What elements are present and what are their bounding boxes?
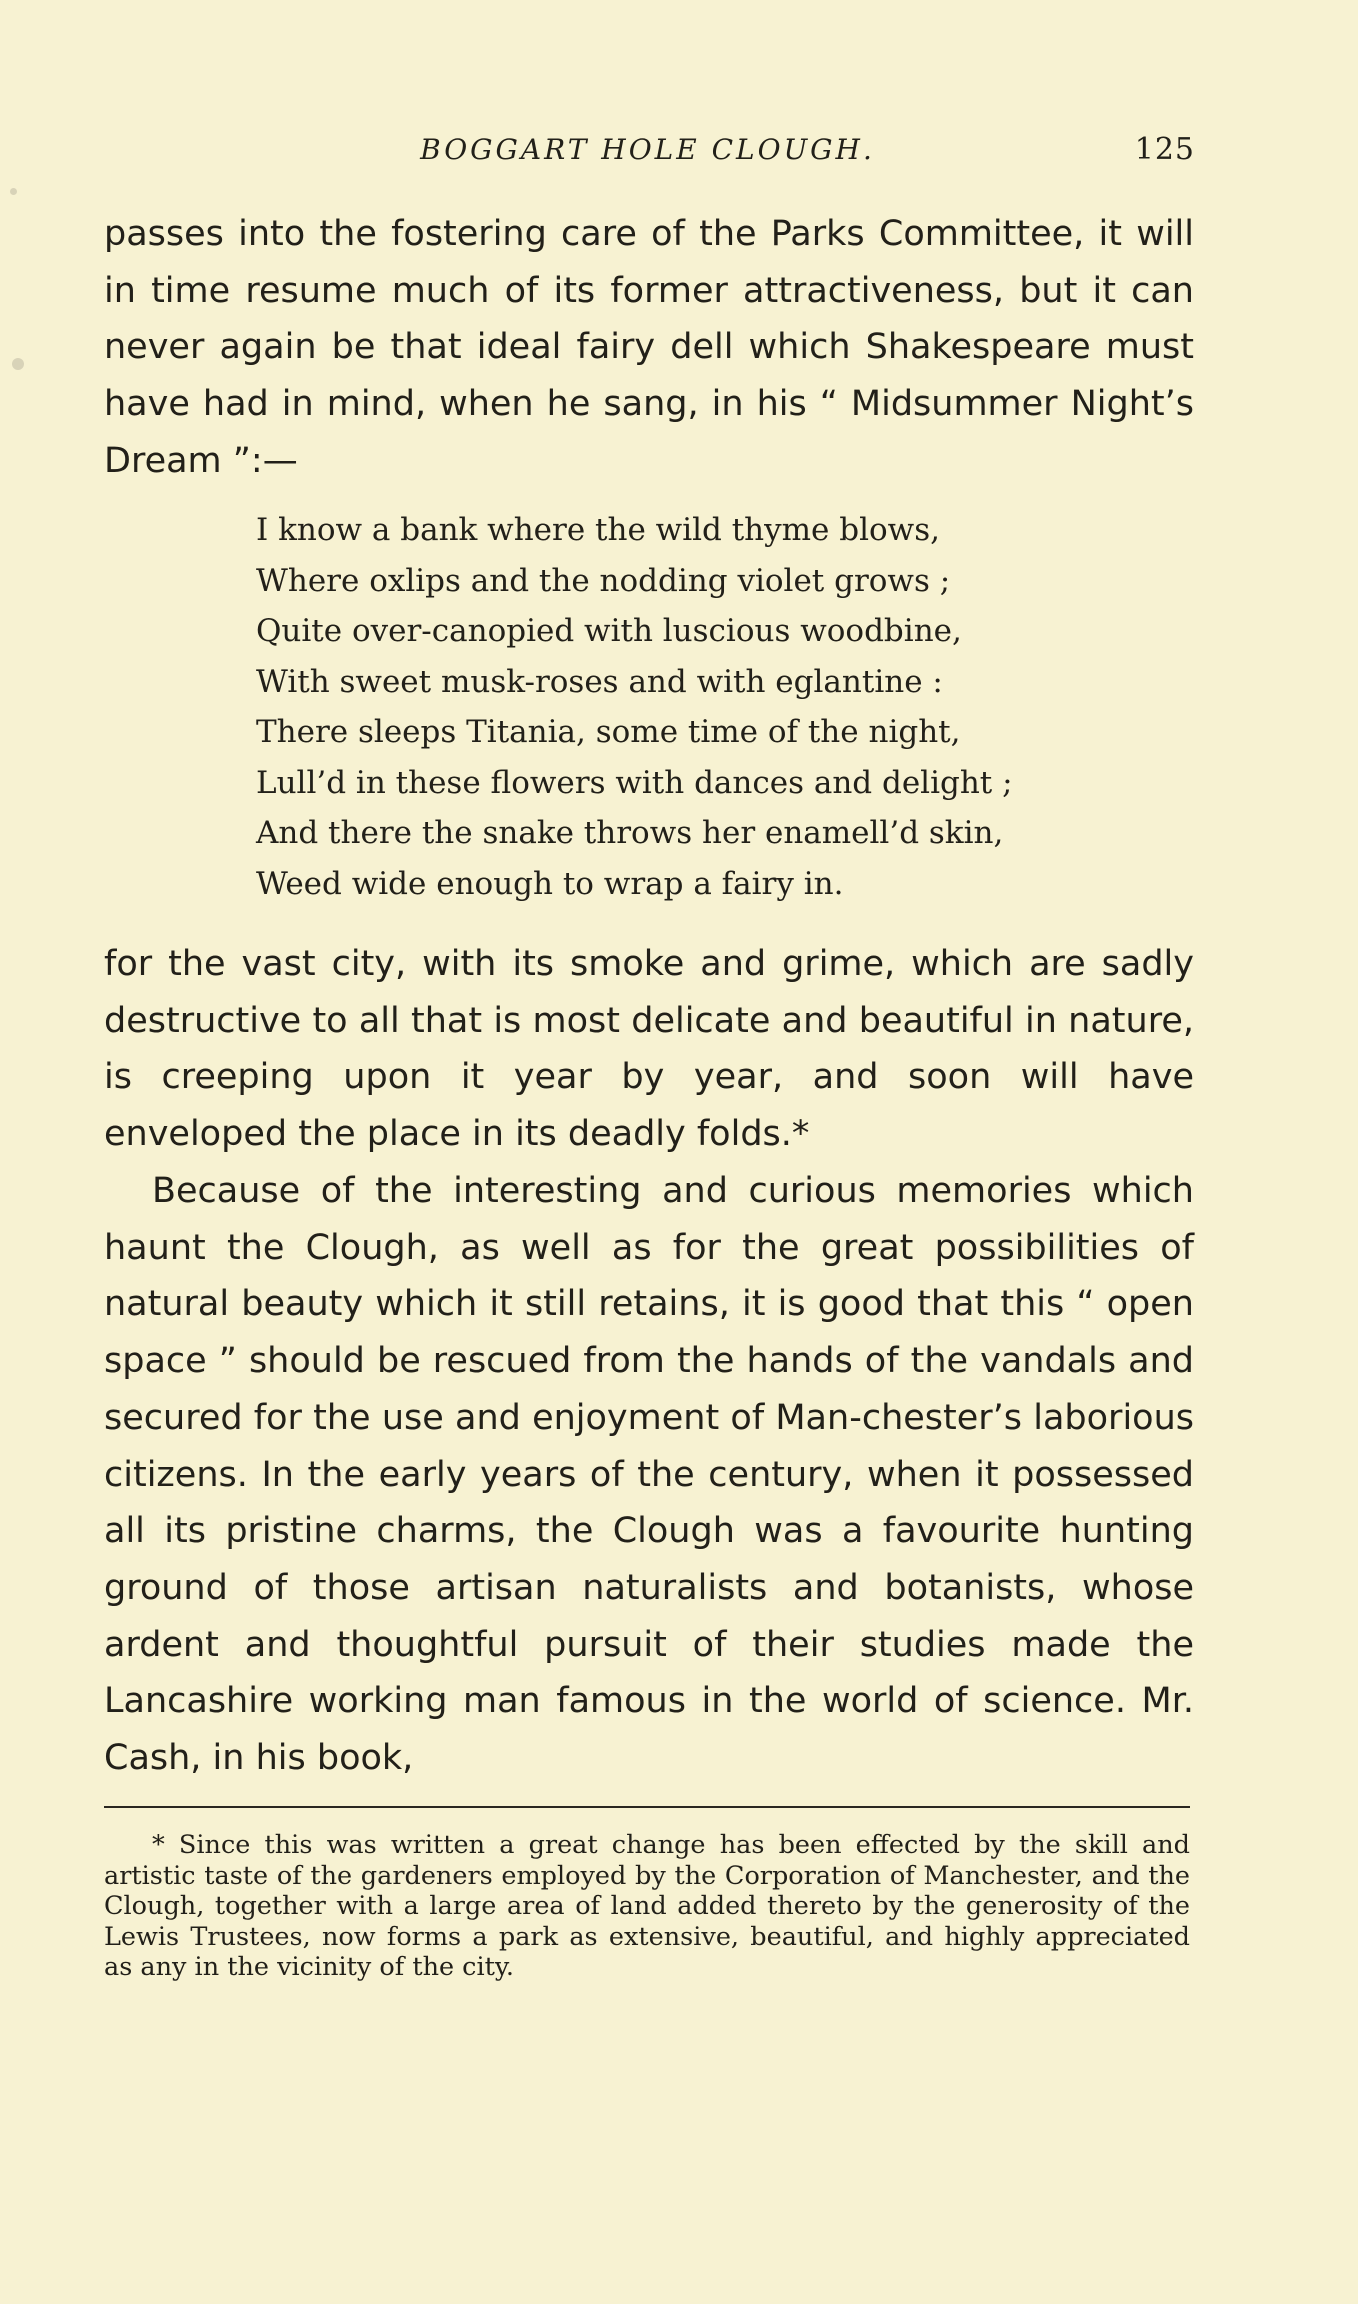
page-speck	[12, 358, 24, 370]
verse-line: Weed wide enough to wrap a fairy in.	[256, 865, 844, 902]
verse-line: With sweet musk-roses and with eglantine :	[256, 663, 943, 700]
verse-line: Lull’d in these flowers with dances and delight ;	[256, 764, 1013, 801]
footnote-text: * Since this was written a great change has been effected by the skill and artistic taste of the gardeners employed by the Corporation of Manchester, and the Clough, together with a large area of land added thereto by the generosity of the Lewis Trustees, now forms a park as extensive, beautiful, and highly appreciated as any in the vicinity of the city.	[104, 1830, 1190, 1982]
footnote	[104, 1830, 1190, 1983]
paragraph-text: for the vast city, with its smoke and grime, which are sadly destructive to all that is most delicate and beautiful in nature, is creeping upon it year by year, and soon will have enveloped the place in its deadly folds.*	[104, 944, 1194, 1155]
page-speck	[10, 188, 17, 195]
running-head	[100, 130, 1195, 170]
paragraph-2	[104, 936, 1194, 1163]
verse-line: Quite over-canopied with luscious woodbine,	[256, 613, 962, 649]
verse-line: I know a bank where the wild thyme blows,	[256, 512, 940, 548]
page-number: 125	[1134, 132, 1195, 167]
verse-line: And there the snake throws her enamell’d skin,	[256, 815, 1004, 851]
footnote-rule	[104, 1806, 1190, 1808]
running-title: BOGGART HOLE CLOUGH.	[420, 133, 875, 166]
paragraph-text: passes into the fostering care of the Parks Committee, it will in time resume much of its former attractiveness, but it can never again be that ideal fairy dell which Shakespeare must have had in mind, when he sang, in his “ Midsummer Night’s Dream ”:—	[104, 214, 1194, 481]
paragraph-3	[104, 1163, 1194, 1787]
verse-line: There sleeps Titania, some time of the night,	[256, 714, 961, 750]
verse-line: Where oxlips and the nodding violet grows ;	[256, 562, 951, 599]
paragraph-1	[104, 206, 1194, 490]
paragraph-text: Because of the interesting and curious memories which haunt the Clough, as well as for the great possibilities of natural beauty which it still retains, it is good that this “ open space ” should be rescued from the hands of the vandals and secured for the use and enjoyment of Man-chester’s laborious citizens. In the early years of the century, when it possessed all its pristine charms, the Clough was a favourite hunting ground of those artisan naturalists and botanists, whose ardent and thoughtful pursuit of their studies made the Lancashire working man famous in the world of science. Mr. Cash, in his book,	[104, 1171, 1194, 1779]
verse-quotation	[256, 505, 1116, 909]
